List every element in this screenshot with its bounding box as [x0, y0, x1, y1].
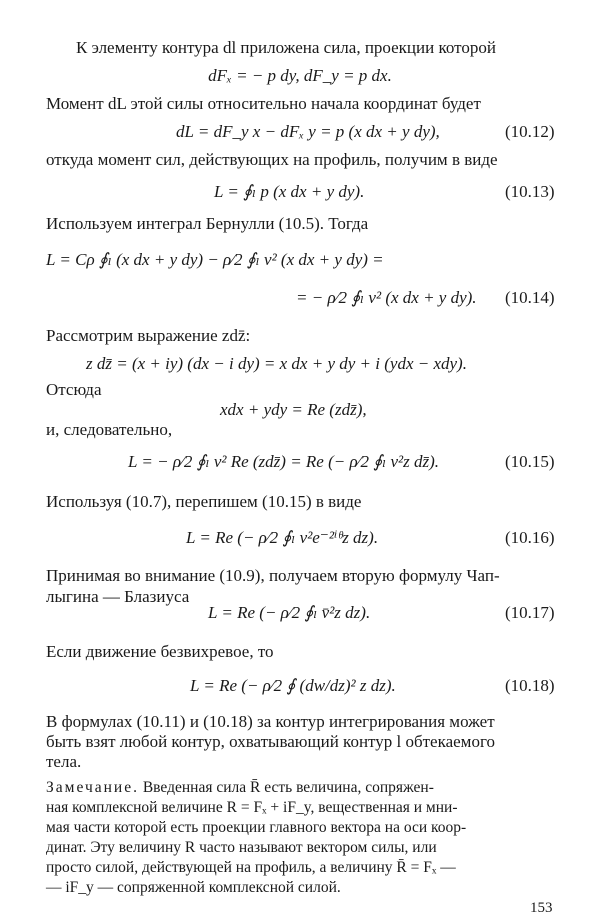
equation-number: (10.16) [505, 528, 555, 547]
paragraph-line: Момент dL этой силы относительно начала координат будет [46, 94, 481, 113]
equation-zdz: z dz̄ = (x + iy) (dx − i dy) = x dx + y dy + i (ydx − xdy). [86, 354, 467, 373]
remark-text: Введенная сила R̄ есть величина, сопряжен- [138, 779, 434, 796]
remark-line: динат. Эту величину R часто называют вектором силы, или [46, 839, 437, 856]
paragraph-line: Если движение безвихревое, то [46, 642, 274, 661]
paragraph-line: К элементу контура dl приложена сила, проекции которой [76, 38, 496, 57]
remark-line: просто силой, действующей на профиль, а величину R̄ = Fₓ — [46, 859, 456, 876]
equation-number: (10.17) [505, 603, 555, 622]
equation-force-projections: dFₓ = − p dy, dF_y = p dx. [208, 66, 392, 85]
equation-irrotational: L = Re (− ρ⁄2 ∮ (dw/dz)² z dz). [190, 676, 396, 695]
equation-chaplygin-blasius: L = Re (− ρ⁄2 ∮ₗ v̄²z dz). [208, 603, 371, 622]
paragraph-line: и, следовательно, [46, 420, 173, 439]
remark-line: ная комплексной величине R = Fₓ + iF_y, вещественная и мни- [46, 799, 458, 816]
remark-line: мая части которой есть проекции главного вектора на оси коор- [46, 819, 467, 836]
equation-number: (10.18) [505, 676, 555, 695]
equation-moment-complex: L = − ρ⁄2 ∮ₗ v² Re (zdz̄) = Re (− ρ⁄2 ∮ₗ v²z dz̄). [128, 452, 439, 471]
equation-number: (10.15) [505, 452, 555, 471]
equation-number: (10.13) [505, 182, 555, 201]
equation-moment-integral: L = ∮ₗ p (x dx + y dy). [214, 182, 365, 201]
paragraph-line: Рассмотрим выражение zdz̄: [46, 326, 251, 345]
equation-number: (10.12) [505, 122, 555, 141]
paragraph-line: Используем интеграл Бернулли (10.5). Тогда [46, 214, 369, 233]
page-number: 153 [530, 900, 553, 916]
equation-number: (10.14) [505, 288, 555, 307]
paragraph-line: тела. [46, 752, 82, 771]
paragraph-line: быть взят любой контур, охватывающий контур l обтекаемого [46, 732, 495, 751]
paragraph-line: откуда момент сил, действующих на профиль, получим в виде [46, 150, 498, 169]
paragraph-line: Используя (10.7), перепишем (10.15) в виде [46, 492, 362, 511]
remark-title: Замечание. [46, 779, 139, 796]
equation-bernoulli-a: L = Cρ ∮ₗ (x dx + y dy) − ρ⁄2 ∮ₗ v² (x dx + y dy) = [46, 250, 384, 269]
equation-moment-element: dL = dF_y x − dFₓ y = p (x dx + y dy), [176, 122, 440, 141]
paragraph-line: Принимая во внимание (10.9), получаем вторую формулу Чап- [46, 566, 500, 585]
equation-bernoulli-b: = − ρ⁄2 ∮ₗ v² (x dx + y dy). [296, 288, 477, 307]
equation-rewritten: L = Re (− ρ⁄2 ∮ₗ v²e⁻²ⁱᶿz dz). [186, 528, 379, 547]
paragraph-line: В формулах (10.11) и (10.18) за контур интегрирования может [46, 712, 495, 731]
equation-re-zdz: xdx + ydy = Re (zdz̄), [220, 400, 367, 419]
paragraph-line: Отсюда [46, 380, 102, 399]
paragraph-line: лыгина — Блазиуса [46, 587, 190, 606]
remark-line [46, 778, 434, 798]
remark-line: — iF_y — сопряженной комплексной силой. [46, 879, 341, 896]
